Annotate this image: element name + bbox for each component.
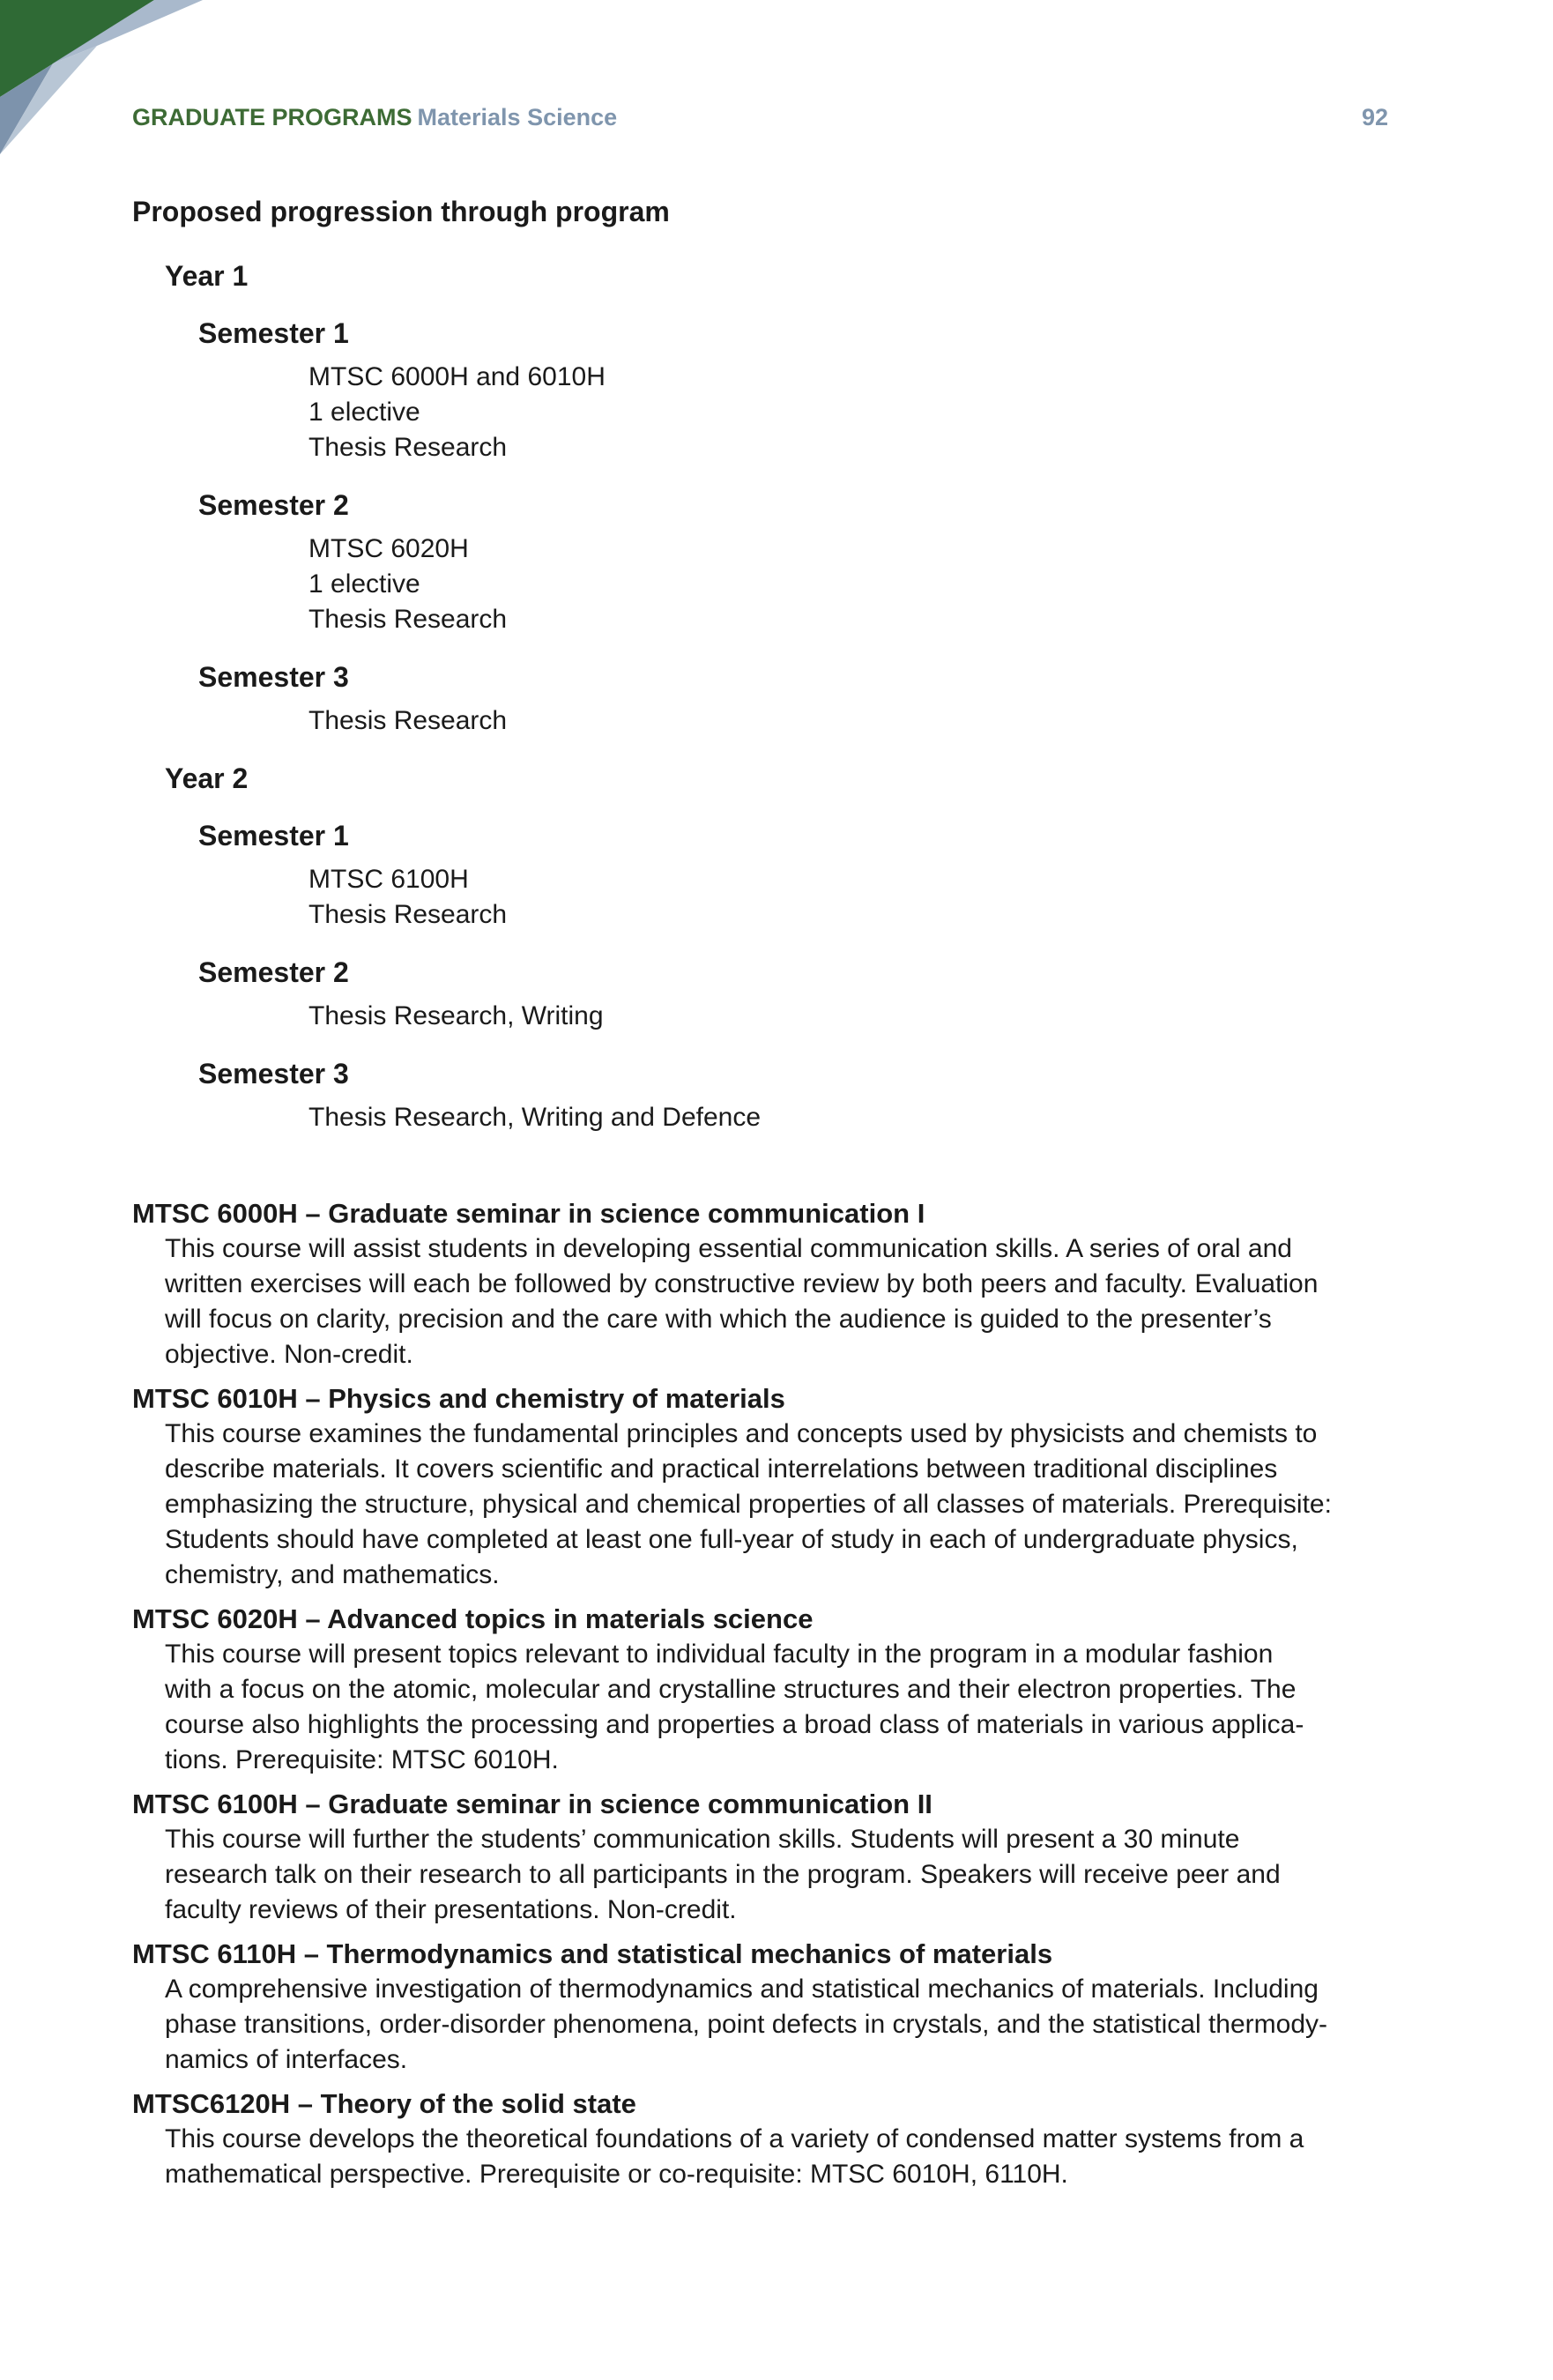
semester-items	[308, 703, 1410, 739]
description-line: A comprehensive investigation of thermodynamics and statistical mechanics of materials. Including	[165, 1975, 1319, 2004]
header-section: GRADUATE PROGRAMS	[132, 104, 412, 130]
course-descriptions	[132, 1196, 1419, 2201]
description-line: mathematical perspective. Prerequisite or co-requisite: MTSC 6010H, 6110H.	[165, 2160, 1068, 2189]
semester-label: Semester 2	[198, 489, 349, 521]
description-line: This course will assist students in developing essential communication skills. A series of oral and	[165, 1234, 1292, 1263]
course-title: MTSC 6100H – Graduate seminar in science communication II	[132, 1789, 933, 1819]
semester-item: 1 elective	[308, 398, 420, 427]
course-entry	[132, 1787, 1419, 1928]
semester-label: Semester 3	[198, 661, 349, 693]
course-title: MTSC6120H – Theory of the solid state	[132, 2088, 636, 2119]
course-title: MTSC 6110H – Thermodynamics and statistical mechanics of materials	[132, 1938, 1053, 1969]
semester-item: Thesis Research	[308, 605, 508, 634]
semester-label: Semester 1	[198, 820, 349, 852]
course-description	[165, 2122, 1419, 2192]
header-subsection: Materials Science	[417, 104, 618, 130]
semester-items	[308, 1100, 1410, 1135]
course-entry	[132, 1602, 1419, 1778]
semester-item: Thesis Research	[308, 900, 508, 929]
semester-item: MTSC 6100H	[308, 865, 469, 894]
semester-label: Semester 1	[198, 317, 349, 349]
progression-title: Proposed progression through program	[132, 196, 670, 227]
course-description	[165, 1822, 1419, 1928]
program-progression	[132, 190, 1410, 1135]
description-line: namics of interfaces.	[165, 2045, 408, 2074]
description-line: This course develops the theoretical foundations of a variety of condensed matter systems from a	[165, 2124, 1304, 2153]
semester-items	[308, 862, 1410, 933]
course-description	[165, 1417, 1419, 1593]
description-line: will focus on clarity, precision and the care with which the audience is guided to the presenter’s	[165, 1305, 1272, 1334]
description-line: faculty reviews of their presentations. Non-credit.	[165, 1895, 737, 1924]
course-title: MTSC 6020H – Advanced topics in materials science	[132, 1603, 814, 1634]
course-description	[165, 1231, 1419, 1372]
year-label: Year 1	[165, 260, 249, 292]
course-entry	[132, 2086, 1419, 2192]
description-line: tions. Prerequisite: MTSC 6010H.	[165, 1745, 559, 1774]
year-label: Year 2	[165, 762, 249, 794]
semester-item: Thesis Research	[308, 433, 508, 462]
description-line: This course examines the fundamental principles and concepts used by physicists and chemists to	[165, 1419, 1318, 1448]
description-line: describe materials. It covers scientific and practical interrelations between traditional disciplines	[165, 1454, 1278, 1484]
page-header	[132, 95, 1388, 139]
semester-item: 1 elective	[308, 569, 420, 599]
page-number: 92	[1361, 104, 1388, 130]
semester-item: Thesis Research	[308, 706, 508, 735]
description-line: Students should have completed at least one full-year of study in each of undergraduate physics,	[165, 1525, 1298, 1554]
description-line: This course will further the students’ communication skills. Students will present a 30 minute	[165, 1825, 1240, 1854]
description-line: objective. Non-credit.	[165, 1340, 413, 1369]
semester-item: Thesis Research, Writing	[308, 1001, 604, 1030]
semester-items	[308, 999, 1410, 1034]
description-line: with a focus on the atomic, molecular and crystalline structures and their electron properties. The	[165, 1675, 1297, 1704]
semester-items	[308, 360, 1410, 465]
course-entry	[132, 1381, 1419, 1593]
course-title: MTSC 6000H – Graduate seminar in science communication I	[132, 1198, 925, 1229]
semester-item: MTSC 6000H and 6010H	[308, 362, 606, 391]
course-description	[165, 1637, 1419, 1778]
semester-label: Semester 3	[198, 1058, 349, 1090]
semester-item: Thesis Research, Writing and Defence	[308, 1103, 762, 1132]
course-entry	[132, 1196, 1419, 1372]
description-line: chemistry, and mathematics.	[165, 1560, 500, 1589]
course-entry	[132, 1937, 1419, 2078]
course-description	[165, 1972, 1419, 2078]
description-line: course also highlights the processing and properties a broad class of materials in various applica-	[165, 1710, 1304, 1739]
description-line: phase transitions, order-disorder phenomena, point defects in crystals, and the statistical thermody-	[165, 2010, 1328, 2039]
semester-item: MTSC 6020H	[308, 534, 469, 563]
semester-items	[308, 532, 1410, 637]
description-line: written exercises will each be followed by constructive review by both peers and faculty. Evaluation	[165, 1269, 1319, 1298]
description-line: This course will present topics relevant to individual faculty in the program in a modular fashion	[165, 1640, 1274, 1669]
course-title: MTSC 6010H – Physics and chemistry of materials	[132, 1383, 785, 1414]
semester-label: Semester 2	[198, 956, 349, 988]
description-line: emphasizing the structure, physical and chemical properties of all classes of materials. Prerequisite:	[165, 1490, 1332, 1519]
description-line: research talk on their research to all participants in the program. Speakers will receive peer and	[165, 1860, 1281, 1889]
